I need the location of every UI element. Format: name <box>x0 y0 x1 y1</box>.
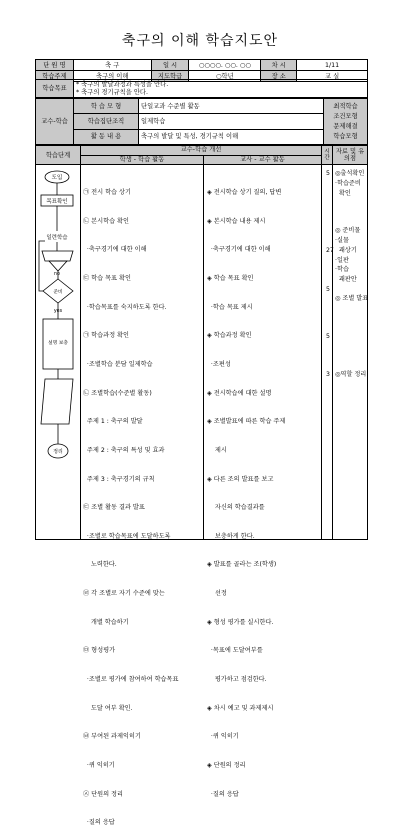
teacher-line: 보충하게 한다. <box>207 532 255 540</box>
student-line: ·질의 응답 <box>83 819 115 827</box>
material-item: 확인 <box>335 190 351 197</box>
side-1: 최적학습 <box>333 102 358 110</box>
student-line: ·축구경기에 대한 이해 <box>83 246 147 254</box>
material-item: ·학습 <box>335 266 349 273</box>
page-title: 축구의 이해 학습지도안 <box>121 33 279 49</box>
method-label: 교수-학습 <box>36 99 74 145</box>
student-line: ㉢ 학습 목표 확인 <box>83 275 131 283</box>
student-line: 도달 여부 확인. <box>83 704 133 712</box>
side-2: 조건모형 <box>333 112 358 120</box>
student-line: ㉠ 학습과정 확인 <box>83 332 129 340</box>
student-line: ㉣ 각 조별로 자기 수준에 맞는 <box>83 590 165 598</box>
teacher-line: ◈ 발표를 골라는 조(학생) <box>207 561 277 569</box>
teacher-line: ·질의 응답 <box>207 790 239 798</box>
teacher-line: ·축구경기에 대한 이해 <box>207 246 271 254</box>
stage-header: 학습단계 <box>36 146 81 165</box>
place-label: 장 소 <box>261 71 297 82</box>
teacher-line: ◈ 다른 조의 발표를 보고 <box>207 475 274 483</box>
material-item: 괘상기 <box>335 247 357 254</box>
student-line: ㉠ 전시 학습 상기 <box>83 189 131 197</box>
flow-intro: 도입 <box>51 175 63 181</box>
session-value: 1/11 <box>297 60 368 71</box>
teacher-line: 자신의 학습결과를 <box>207 504 265 512</box>
material-item: ·실물 <box>335 237 349 244</box>
teacher-line: ◈ 차시 예고 및 과제제시 <box>207 704 274 712</box>
teacher-line: 선정 <box>207 590 227 598</box>
student-line: 주제 3 : 축구경기의 규칙 <box>83 475 155 483</box>
student-line: ㉦ 단원의 정리 <box>83 790 124 798</box>
date-value: ○○○○. ○○. ○○ <box>189 60 261 71</box>
unit-label: 단 원 명 <box>36 60 74 71</box>
activity-value: 축구의 발달 및 특성, 경기규칙 이해 <box>139 129 324 144</box>
topic-value: 축구의 이해 <box>73 71 151 82</box>
time-value: 5 <box>326 286 330 293</box>
teacher-line: ◈ 전시학습에 대한 설명 <box>207 389 272 397</box>
teacher-line: ·목표에 도달여부를 <box>207 647 263 655</box>
side-4: 학습모형 <box>333 132 358 140</box>
student-line: ㉥ 부여된 과제익히기 <box>83 733 141 741</box>
student-line: 주제 2 : 축구의 특성 및 효과 <box>83 446 165 454</box>
session-label: 차 시 <box>261 60 297 71</box>
activity-key: 활 동 내 용 <box>74 129 139 144</box>
side-3: 문제해결 <box>333 122 358 130</box>
time-value: 5 <box>326 333 330 340</box>
student-activities <box>83 169 178 837</box>
student-line: ㉤ 형성평가 <box>83 647 116 655</box>
flow-yes: yes <box>53 309 63 314</box>
teacher-line: ◈ 조별발표에 따른 학습 주제 <box>207 418 286 426</box>
material-header: 자료 및 유의점 <box>335 148 365 162</box>
student-line: ·조별로 학습목표에 도달하도록 <box>83 532 171 540</box>
teacher-line: ◈ 형성 평가를 실시한다. <box>207 618 274 626</box>
time-column <box>326 169 334 378</box>
flow-process: 일련학습 <box>46 235 68 241</box>
flow-chart <box>37 169 79 489</box>
teacher-line: ◈ 본시학습 내용 제시 <box>207 217 266 225</box>
material-item: ◎출석확인 <box>335 170 365 177</box>
teacher-line: ◈ 학습과정 확인 <box>207 332 252 340</box>
group-value: 일제학습 <box>139 114 324 129</box>
flow-no: no <box>54 272 60 277</box>
goal-2: * 축구의 경기규칙을 안다. <box>76 88 148 96</box>
student-line: ·조별학습 분담 일제학습 <box>83 360 153 368</box>
student-line: ㉡ 본시학습 확인 <box>83 217 129 225</box>
target-value: ○학년 <box>189 71 261 82</box>
target-label: 지도학급 <box>151 71 189 82</box>
teacher-line: ◈ 학습 목표 확인 <box>207 275 254 283</box>
student-line: ㉢ 조별 활동 결과 발표 <box>83 504 145 512</box>
teacher-header: 교사 - 교수 활동 <box>204 155 322 165</box>
student-line: ·학습목표를 숙지하도록 한다. <box>83 303 167 311</box>
model-value: 단일교과 수준별 활동 <box>139 99 324 114</box>
flow-form: 설명 보충 <box>47 341 69 346</box>
material-item: ·일판 <box>335 257 349 264</box>
material-item: ·학습준비 <box>335 180 361 187</box>
method-table <box>35 98 368 145</box>
student-line: ·퀴 익히기 <box>83 761 115 769</box>
teacher-line: 평가하고 점검한다. <box>207 675 267 683</box>
teacher-activities <box>207 169 285 809</box>
flow-summary: 정리 <box>53 449 63 455</box>
goals-table <box>35 79 368 98</box>
model-key: 학 습 모 형 <box>74 99 139 114</box>
teacher-line: ·학습 목표 제시 <box>207 303 253 311</box>
method-header: 교수-학습 개선 <box>81 146 322 156</box>
group-key: 학습집단조직 <box>74 114 139 129</box>
teacher-line: ·퀴 익히기 <box>207 733 239 741</box>
material-item: 괘판안 <box>335 276 357 283</box>
process-shape <box>42 251 73 261</box>
student-line: ·조별로 평가에 참여하여 학습목표 <box>83 675 179 683</box>
material-item: ◎ 준비물 <box>335 227 361 234</box>
time-value: 27 <box>326 247 334 254</box>
flow-eval: 준비 <box>53 290 63 295</box>
teacher-line: ·조편성 <box>207 360 231 368</box>
doc-shape <box>41 379 73 424</box>
teacher-line: 제시 <box>207 446 227 454</box>
student-line: 노력한다. <box>83 561 117 569</box>
time-header: 시간 <box>324 149 330 161</box>
teacher-line: ◈ 전시학습 상기 질의, 답변 <box>207 189 282 197</box>
topic-label: 학습주제 <box>36 71 74 82</box>
goal-1: * 축구의 발달과정과 특성을 안다. <box>76 80 169 88</box>
material-item: ◎역할 정리 <box>335 371 367 378</box>
student-line: 개별 학습하기 <box>83 618 129 626</box>
teacher-line: ◈ 단원의 정리 <box>207 761 246 769</box>
time-value: 5 <box>326 170 330 177</box>
student-header: 학생 - 학습 활동 <box>81 155 204 165</box>
materials-column <box>335 169 369 378</box>
student-line: 주제 1 : 축구의 발달 <box>83 418 143 426</box>
place-value: 교 실 <box>297 71 368 82</box>
unit-value: 축 구 <box>73 60 151 71</box>
student-line: ㉡ 조별학습(수준별 활동) <box>83 389 152 397</box>
goal-label: 학습목표 <box>36 80 74 98</box>
time-value: 3 <box>326 371 330 378</box>
flow-goal: 목표확인 <box>46 199 68 205</box>
date-label: 일 시 <box>151 60 189 71</box>
material-item: ◎ 조별 발표 <box>335 295 369 302</box>
